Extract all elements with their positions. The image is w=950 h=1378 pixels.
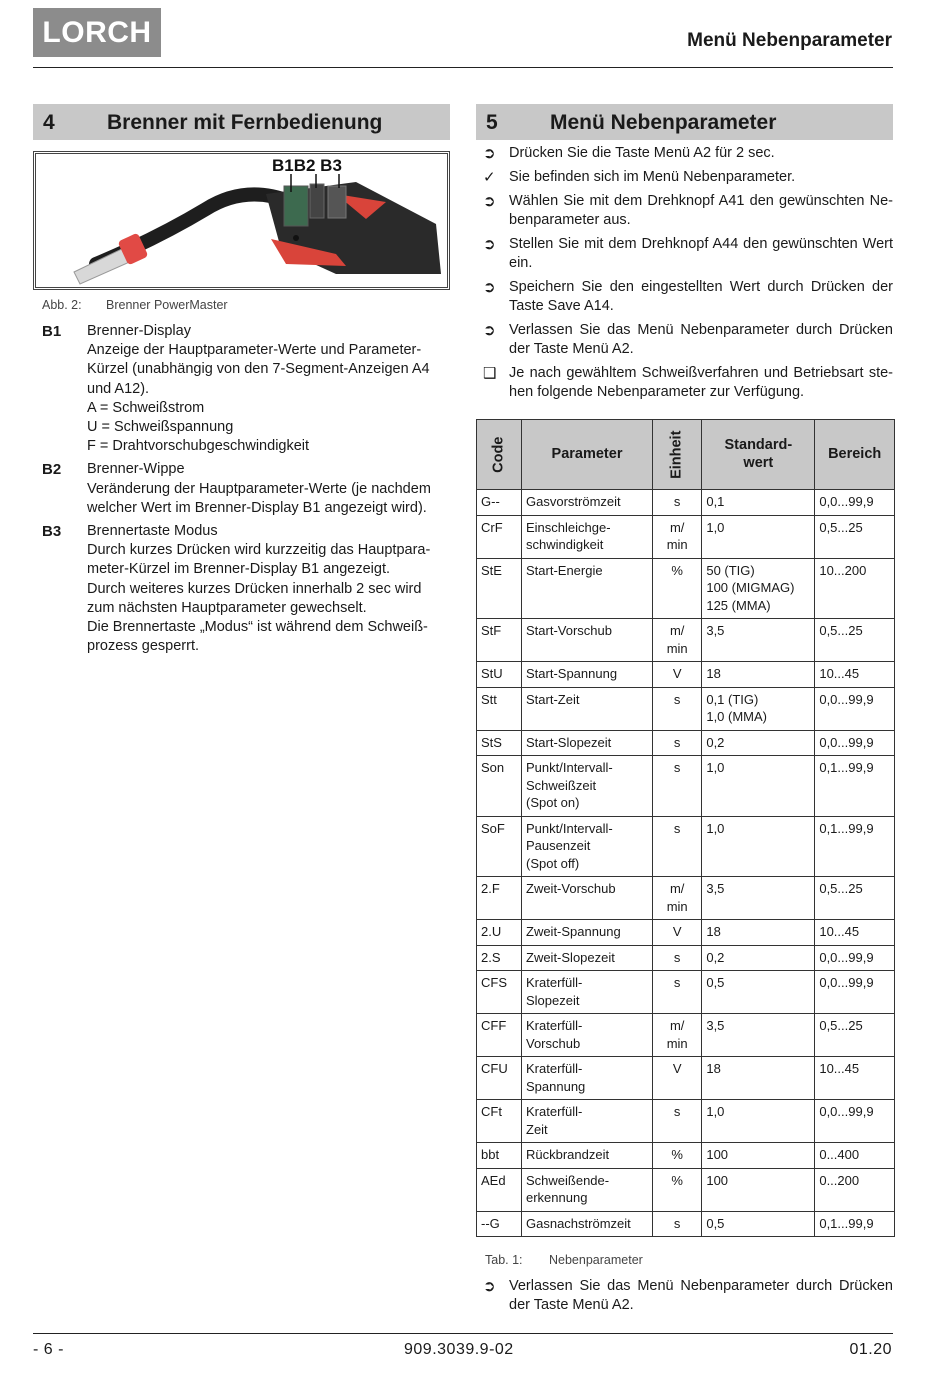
- cell-line: Gasvorströmzeit: [526, 494, 621, 509]
- cell-standard: [702, 687, 815, 730]
- cell-parameter: [522, 490, 653, 516]
- definition-key: B2: [42, 461, 62, 479]
- table-caption-number: Tab. 1:: [485, 1253, 523, 1267]
- cell-line: V: [672, 1061, 682, 1076]
- step-text: Verlassen Sie das Menü Nebenparameter durch Drücken der Taste Menü A2.: [509, 1278, 893, 1313]
- cell-unit: [653, 619, 702, 662]
- table-row: [477, 662, 895, 688]
- cell-line: schwindigkeit: [526, 537, 604, 552]
- step-item: [483, 144, 893, 163]
- cell-code: SoF: [477, 816, 522, 877]
- cell-parameter: [522, 619, 653, 662]
- cell-line: m/: [669, 519, 685, 535]
- cell-code: 2.U: [477, 920, 522, 946]
- cell-line: s: [673, 949, 681, 965]
- cell-line: Rückbrandzeit: [526, 1147, 610, 1162]
- cell-line: m/: [669, 623, 685, 638]
- cell-line: 100: [706, 1147, 729, 1162]
- cell-unit: [653, 877, 702, 920]
- arrow-icon: ➲: [483, 145, 496, 162]
- definition-line: Kürzel (unabhängig von den 7-Segment-Anzeigen A4: [87, 361, 430, 378]
- cell-line: min: [666, 640, 688, 656]
- cell-line: 0,2: [706, 949, 725, 965]
- cell-line: Punkt/Intervall-: [526, 760, 613, 775]
- step-item: [483, 1277, 893, 1315]
- step-text: Sie befinden sich im Menü Nebenparameter.: [509, 169, 796, 185]
- final-step: [483, 1277, 893, 1320]
- document-number: 909.3039.9-02: [404, 1341, 514, 1358]
- cell-line: min: [666, 537, 688, 552]
- header-rule: [33, 67, 893, 68]
- table-row: [477, 1211, 895, 1237]
- cell-line: min: [666, 898, 688, 914]
- definition-list: [42, 322, 452, 660]
- cell-standard: [702, 1168, 815, 1211]
- page-number: - 6 -: [33, 1341, 64, 1358]
- cell-unit: [653, 1014, 702, 1057]
- cell-unit: [653, 816, 702, 877]
- cell-unit: [653, 1211, 702, 1237]
- cell-line: 100 (MIGMAG): [706, 580, 795, 595]
- definition-line: welcher Wert im Brenner-Display B1 angezeigt wird).: [87, 499, 427, 516]
- table-row: [477, 816, 895, 877]
- cell-line: min: [666, 1035, 688, 1051]
- definition-line: und A12).: [87, 380, 150, 397]
- parameter-table: [476, 419, 895, 1237]
- definition-line: Anzeige der Hauptparameter-Werte und Parameter-: [87, 342, 422, 359]
- cell-code: StU: [477, 662, 522, 688]
- cell-line: 3,5: [706, 1018, 725, 1033]
- cell-range: 10...45: [815, 920, 895, 946]
- cell-line: 125 (MMA): [706, 597, 771, 613]
- definition-line: meter-Kürzel im Brenner-Display B1 angezeigt.: [87, 561, 391, 578]
- table-row: [477, 687, 895, 730]
- checkmark-icon: ✓: [483, 169, 496, 186]
- cell-line: m/: [669, 1018, 685, 1033]
- cell-line: Start-Vorschub: [526, 623, 612, 638]
- document-date: 01.20: [849, 1341, 892, 1358]
- cell-line: 1,0 (MMA): [706, 709, 768, 724]
- section-5-number: 5: [486, 111, 498, 134]
- cell-unit: [653, 756, 702, 817]
- cell-line: s: [673, 1215, 681, 1231]
- section-5-title: Menü Nebenparameter: [550, 111, 777, 134]
- arrow-icon: ➲: [483, 193, 496, 210]
- cell-line: 50 (TIG): [706, 562, 755, 578]
- cell-parameter: [522, 816, 653, 877]
- cell-code: bbt: [477, 1143, 522, 1169]
- cell-standard: [702, 1211, 815, 1237]
- cell-line: Schweißzeit: [526, 777, 597, 793]
- cell-parameter: [522, 1143, 653, 1169]
- cell-parameter: [522, 1168, 653, 1211]
- cell-code: CFU: [477, 1057, 522, 1100]
- cell-line: s: [673, 760, 681, 775]
- arrow-icon: ➲: [483, 236, 496, 253]
- cell-parameter: [522, 558, 653, 619]
- table-row: [477, 1143, 895, 1169]
- cell-unit: [653, 515, 702, 558]
- figure-labels: B1B2 B3: [272, 156, 342, 175]
- section-5-heading: [476, 104, 893, 140]
- cell-parameter: [522, 1057, 653, 1100]
- table-caption-text: Nebenparameter: [549, 1253, 643, 1267]
- page-header-title: Menü Nebenparameter: [687, 30, 892, 51]
- definition-line: zum nächsten Hauptparameter gewechselt.: [87, 599, 367, 616]
- cell-standard: [702, 877, 815, 920]
- cell-unit: [653, 662, 702, 688]
- cell-standard: [702, 945, 815, 971]
- cell-line: Spannung: [526, 1078, 586, 1094]
- cell-unit: [653, 1143, 702, 1169]
- cell-line: Kraterfüll-: [526, 1061, 583, 1076]
- table-row: [477, 756, 895, 817]
- figure-caption-text: Brenner PowerMaster: [106, 298, 228, 312]
- cell-line: Kraterfüll-: [526, 1018, 583, 1033]
- table-row: [477, 1168, 895, 1211]
- cell-unit: [653, 490, 702, 516]
- cell-range: 0,0...99,9: [815, 730, 895, 756]
- cell-standard: [702, 558, 815, 619]
- cell-line: Zweit-Spannung: [526, 924, 621, 939]
- cell-code: CFF: [477, 1014, 522, 1057]
- cell-line: Kraterfüll-: [526, 1104, 583, 1119]
- section-4-number: 4: [43, 111, 55, 134]
- cell-code: StF: [477, 619, 522, 662]
- cell-standard: [702, 756, 815, 817]
- cell-line: 0,5: [706, 975, 725, 990]
- cell-line: 1,0: [706, 760, 725, 775]
- step-list: [483, 144, 893, 407]
- definition-key: B3: [42, 523, 62, 541]
- cell-range: 0,1...99,9: [815, 1211, 895, 1237]
- cell-line: Einschleichge-: [526, 519, 611, 535]
- step-item: [483, 278, 893, 316]
- cell-line: (Spot on): [526, 795, 580, 810]
- cell-range: 0,0...99,9: [815, 490, 895, 516]
- definition-line: Veränderung der Hauptparameter-Werte (je nachdem: [87, 480, 431, 497]
- cell-parameter: [522, 945, 653, 971]
- table-row: [477, 877, 895, 920]
- cell-parameter: [522, 971, 653, 1014]
- definition-line: Durch kurzes Drücken wird kurzzeitig das Hauptpara-: [87, 542, 431, 559]
- step-text: Speichern Sie den eingestellten Wert durch Drücken der Taste Save A14.: [509, 279, 893, 314]
- cell-parameter: [522, 515, 653, 558]
- definition-line: Brennertaste Modus: [87, 523, 218, 540]
- definition-b2: [42, 460, 452, 518]
- cell-standard: [702, 816, 815, 877]
- cell-range: 0,5...25: [815, 1014, 895, 1057]
- cell-code: CrF: [477, 515, 522, 558]
- cell-range: 0,0...99,9: [815, 687, 895, 730]
- table-row: [477, 1100, 895, 1143]
- cell-range: 10...45: [815, 662, 895, 688]
- cell-unit: [653, 945, 702, 971]
- table-row: [477, 730, 895, 756]
- cell-line: V: [672, 666, 682, 681]
- cell-line: Schweißende-: [526, 1172, 610, 1188]
- cell-range: 0,5...25: [815, 515, 895, 558]
- cell-line: Gasnachströmzeit: [526, 1215, 631, 1231]
- cell-line: m/: [669, 881, 685, 896]
- cell-range: 0,1...99,9: [815, 816, 895, 877]
- cell-line: Punkt/Intervall-: [526, 820, 613, 836]
- definition-line: Durch weiteres kurzes Drücken innerhalb 2 sec wird: [87, 580, 422, 597]
- cell-range: 0...400: [815, 1143, 895, 1169]
- cell-standard: [702, 662, 815, 688]
- cell-unit: [653, 687, 702, 730]
- cell-parameter: [522, 1211, 653, 1237]
- column-header-unit: Einheit: [653, 420, 702, 490]
- cell-line: 0,1: [706, 494, 725, 509]
- cell-range: 0,0...99,9: [815, 1100, 895, 1143]
- cell-range: 0,5...25: [815, 619, 895, 662]
- cell-parameter: [522, 920, 653, 946]
- footer-rule: [33, 1333, 893, 1334]
- figure-caption-number: Abb. 2:: [42, 298, 82, 312]
- cell-unit: [653, 730, 702, 756]
- table-row: [477, 971, 895, 1014]
- cell-parameter: [522, 730, 653, 756]
- cell-unit: [653, 1057, 702, 1100]
- cell-standard: [702, 1014, 815, 1057]
- cell-line: s: [673, 820, 681, 836]
- step-text: Stellen Sie mit dem Drehknopf A44 den gewünschten Wert ein.: [509, 236, 893, 271]
- torch-illustration: [36, 154, 447, 287]
- cell-line: 3,5: [706, 623, 725, 638]
- step-item: [483, 235, 893, 273]
- table-row: [477, 515, 895, 558]
- definition-line: A = Schweißstrom: [87, 399, 205, 416]
- cell-line: 1,0: [706, 1104, 725, 1119]
- cell-line: Slopezeit: [526, 992, 580, 1008]
- cell-range: 0...200: [815, 1168, 895, 1211]
- cell-unit: [653, 1168, 702, 1211]
- cell-standard: [702, 490, 815, 516]
- table-row: [477, 490, 895, 516]
- cell-line: Start-Energie: [526, 562, 603, 578]
- cell-line: V: [672, 924, 682, 939]
- cell-line: s: [673, 975, 681, 990]
- column-header-code: Code: [477, 420, 522, 490]
- cell-standard: [702, 1100, 815, 1143]
- table-row: [477, 1014, 895, 1057]
- cell-range: 10...200: [815, 558, 895, 619]
- step-item: [483, 192, 893, 230]
- definition-line: Brenner-Wippe: [87, 461, 185, 478]
- cell-range: 10...45: [815, 1057, 895, 1100]
- step-text: Verlassen Sie das Menü Nebenparameter durch Drücken der Taste Menü A2.: [509, 322, 893, 357]
- definition-line: Die Brennertaste „Modus“ ist während dem Schweiß-: [87, 619, 428, 636]
- cell-line: 18: [706, 666, 721, 681]
- checkbox-icon: ❑: [483, 365, 497, 382]
- cell-line: Kraterfüll-: [526, 975, 583, 990]
- cell-code: Son: [477, 756, 522, 817]
- cell-line: Start-Slopezeit: [526, 734, 612, 750]
- cell-unit: [653, 971, 702, 1014]
- definition-line: prozess gesperrt.: [87, 638, 200, 655]
- cell-line: Start-Zeit: [526, 691, 580, 707]
- table-row: [477, 619, 895, 662]
- column-header-standard: Standard- wert: [702, 420, 815, 490]
- cell-line: s: [673, 691, 681, 707]
- cell-range: 0,5...25: [815, 877, 895, 920]
- cell-standard: [702, 515, 815, 558]
- step-item: [483, 168, 893, 187]
- section-4-title: Brenner mit Fernbedienung: [107, 111, 383, 134]
- cell-code: AEd: [477, 1168, 522, 1211]
- definition-b3: [42, 522, 452, 656]
- cell-line: 3,5: [706, 881, 725, 896]
- cell-range: 0,0...99,9: [815, 971, 895, 1014]
- cell-line: 0,5: [706, 1215, 725, 1231]
- step-text: Drücken Sie die Taste Menü A2 für 2 sec.: [509, 145, 775, 161]
- table-row: [477, 558, 895, 619]
- cell-parameter: [522, 1014, 653, 1057]
- cell-line: s: [673, 1104, 681, 1119]
- definition-key: B1: [42, 323, 62, 340]
- table-row: [477, 1057, 895, 1100]
- definition-line: Brenner-Display: [87, 323, 191, 339]
- cell-line: Vorschub: [526, 1035, 581, 1051]
- column-header-parameter: Parameter: [522, 420, 653, 490]
- cell-standard: [702, 1057, 815, 1100]
- cell-line: 100: [706, 1172, 729, 1188]
- definition-line: U = Schweißspannung: [87, 419, 234, 436]
- cell-code: StS: [477, 730, 522, 756]
- cell-line: %: [671, 1147, 683, 1162]
- cell-line: Pausenzeit: [526, 838, 591, 853]
- cell-range: 0,1...99,9: [815, 756, 895, 817]
- table-row: [477, 945, 895, 971]
- cell-standard: [702, 920, 815, 946]
- cell-line: %: [671, 562, 683, 578]
- cell-line: 0,1 (TIG): [706, 691, 759, 707]
- torch-figure: [33, 151, 450, 290]
- cell-line: 1,0: [706, 519, 725, 535]
- cell-parameter: [522, 877, 653, 920]
- cell-standard: [702, 619, 815, 662]
- cell-line: 18: [706, 1061, 721, 1076]
- step-text: Je nach gewähltem Schweißverfahren und Betriebsart ste-hen folgende Nebenparameter zur Verfügung.: [509, 365, 893, 400]
- cell-parameter: [522, 662, 653, 688]
- cell-line: %: [671, 1172, 683, 1188]
- table-caption: [485, 1253, 643, 1267]
- column-header-range: Bereich: [815, 420, 895, 490]
- arrow-icon: ➲: [483, 1278, 496, 1295]
- step-item: [483, 364, 893, 402]
- figure-caption: [42, 298, 228, 312]
- cell-code: G--: [477, 490, 522, 516]
- cell-standard: [702, 971, 815, 1014]
- table-header-row: [477, 420, 895, 490]
- cell-parameter: [522, 687, 653, 730]
- cell-range: 0,0...99,9: [815, 945, 895, 971]
- step-text: Wählen Sie mit dem Drehknopf A41 den gewünschten Ne-benparameter aus.: [509, 193, 893, 228]
- cell-unit: [653, 920, 702, 946]
- cell-line: 18: [706, 924, 721, 939]
- cell-line: 1,0: [706, 820, 725, 836]
- definition-line: F = Drahtvorschubgeschwindigkeit: [87, 438, 310, 455]
- step-item: [483, 321, 893, 359]
- cell-code: --G: [477, 1211, 522, 1237]
- cell-code: CFt: [477, 1100, 522, 1143]
- cell-line: 0,2: [706, 734, 725, 750]
- definition-b1: [42, 322, 452, 456]
- cell-parameter: [522, 756, 653, 817]
- cell-standard: [702, 1143, 815, 1169]
- arrow-icon: ➲: [483, 279, 496, 296]
- cell-line: Zweit-Slopezeit: [526, 949, 615, 965]
- cell-code: StE: [477, 558, 522, 619]
- cell-line: erkennung: [526, 1190, 588, 1205]
- table-row: [477, 920, 895, 946]
- lorch-logo: LORCH: [33, 8, 161, 57]
- cell-code: Stt: [477, 687, 522, 730]
- cell-code: 2.F: [477, 877, 522, 920]
- cell-line: (Spot off): [526, 855, 580, 871]
- arrow-icon: ➲: [483, 322, 496, 339]
- cell-standard: [702, 730, 815, 756]
- cell-parameter: [522, 1100, 653, 1143]
- cell-line: s: [673, 734, 681, 750]
- cell-line: s: [673, 494, 681, 509]
- section-4-heading: [33, 104, 450, 140]
- table-body: [477, 490, 895, 1237]
- cell-code: 2.S: [477, 945, 522, 971]
- cell-line: Start-Spannung: [526, 666, 618, 681]
- cell-line: Zweit-Vorschub: [526, 881, 616, 896]
- cell-code: CFS: [477, 971, 522, 1014]
- cell-unit: [653, 558, 702, 619]
- cell-unit: [653, 1100, 702, 1143]
- cell-line: Zeit: [526, 1121, 548, 1137]
